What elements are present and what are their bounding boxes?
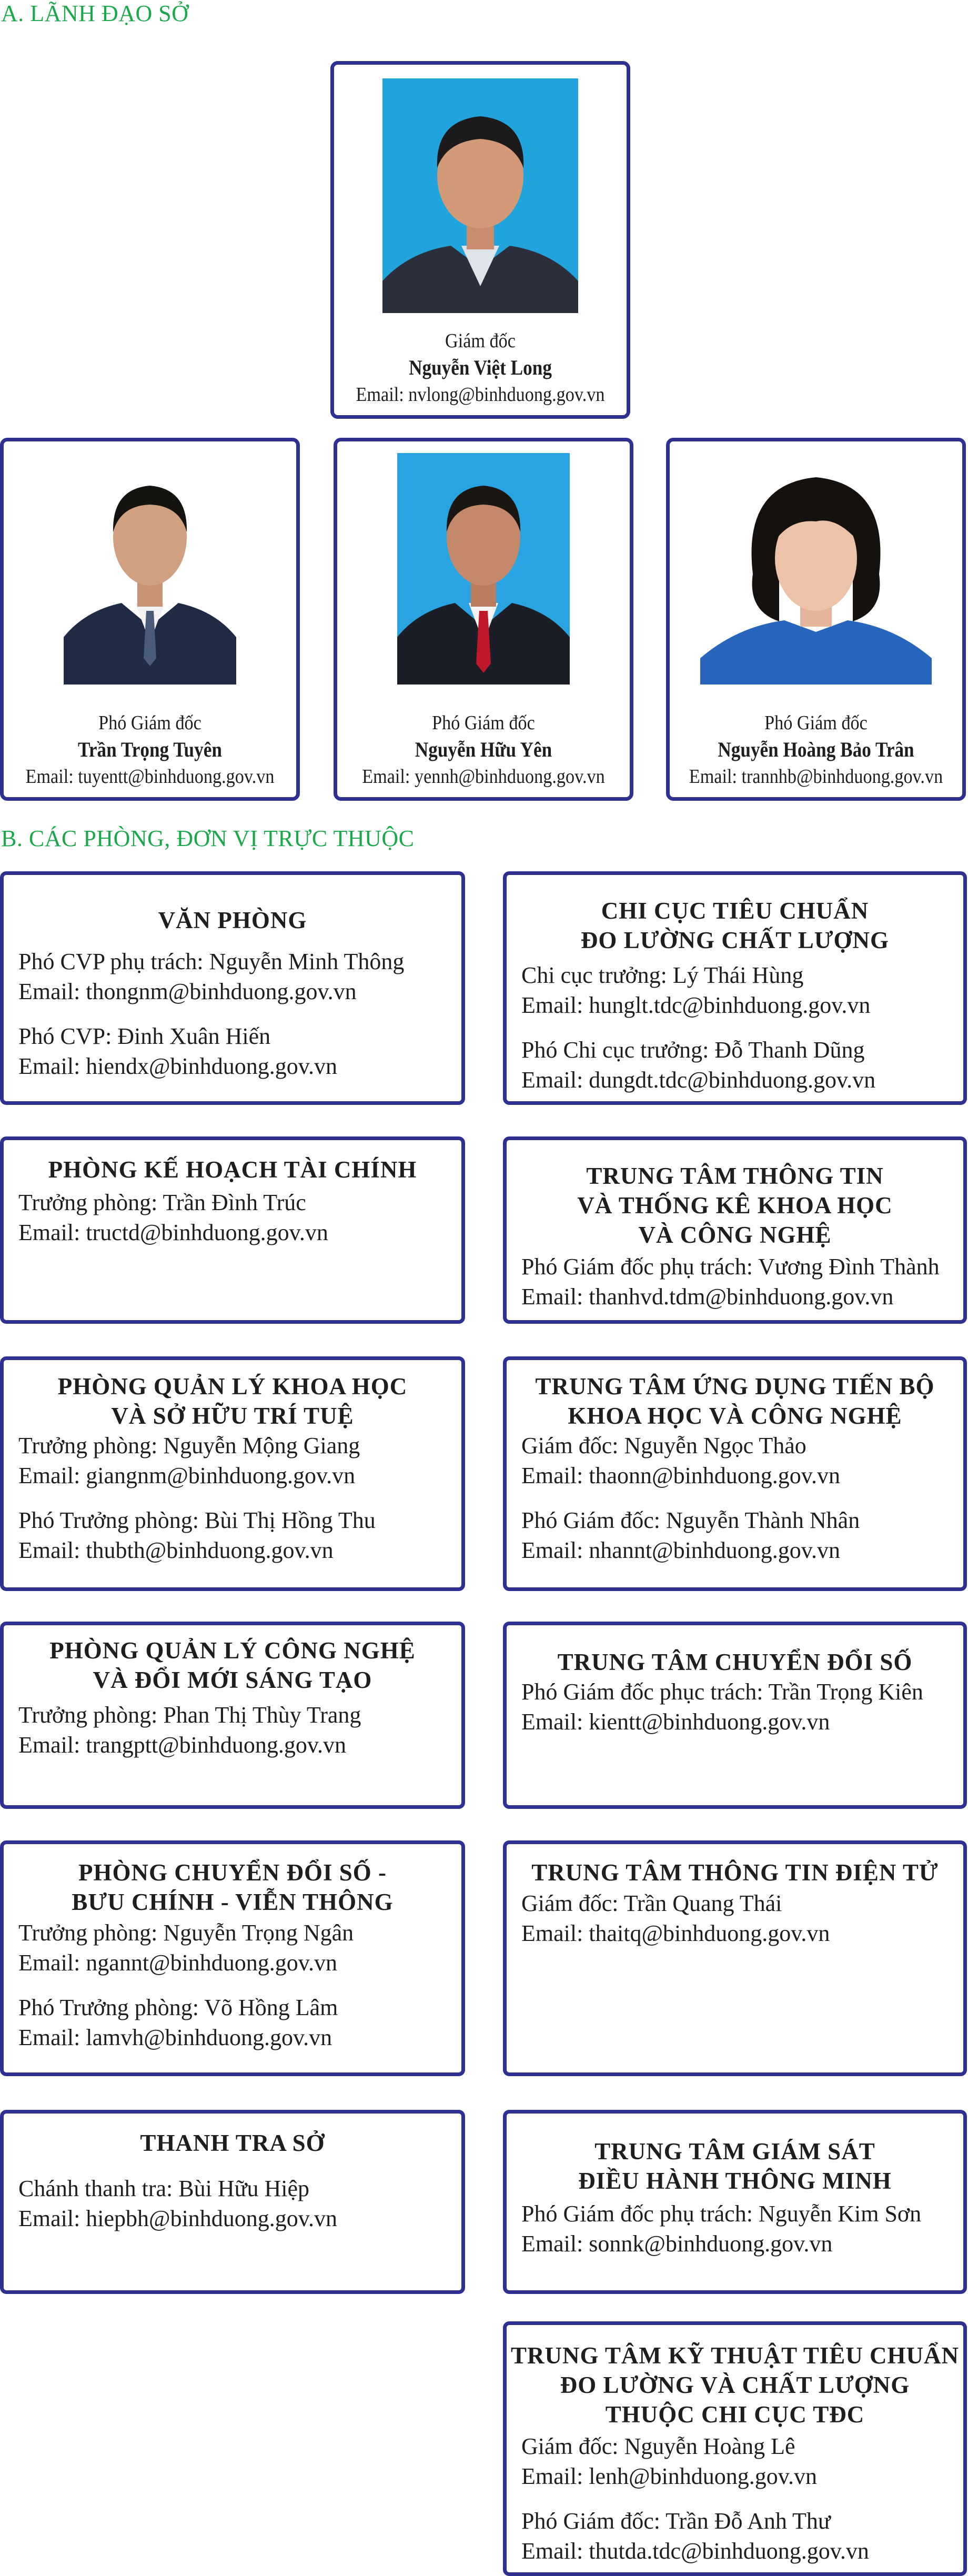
contact-role: Trưởng phòng: Phan Thị Thùy Trang [18, 1702, 361, 1728]
contact-role: Phó Trưởng phòng: Bùi Thị Hồng Thu [18, 1507, 376, 1533]
leader-card-deputy-3 [666, 438, 966, 801]
leader-name: Nguyễn Hữu Yên [415, 738, 552, 761]
unit-title: PHÒNG QUẢN LÝ KHOA HỌC VÀ SỞ HỮU TRÍ TUỆ [57, 1373, 408, 1429]
unit-title: THANH TRA SỞ [140, 2130, 325, 2156]
contact-email: Email: thutda.tdc@binhduong.gov.vn [521, 2538, 869, 2564]
contact-email: Email: hiepbh@binhduong.gov.vn [18, 2206, 337, 2231]
contact-email: Email: thaitq@binhduong.gov.vn [521, 1920, 830, 1946]
unit-title: TRUNG TÂM THÔNG TIN VÀ THỐNG KÊ KHOA HỌC VÀ CÔNG NGHỆ [577, 1163, 893, 1248]
unit-title: PHÒNG QUẢN LÝ CÔNG NGHỆ VÀ ĐỔI MỚI SÁNG TẠO [49, 1637, 416, 1693]
leader-email: Email: yennh@binhduong.gov.vn [362, 766, 605, 788]
contact-role: Phó Giám đốc: Trần Đỗ Anh Thư [521, 2508, 831, 2534]
unit-title: PHÒNG CHUYỂN ĐỔI SỐ - BƯU CHÍNH - VIỄN THÔNG [72, 1859, 394, 1915]
contact-role: Phó Giám đốc: Nguyễn Thành Nhân [521, 1507, 860, 1533]
portrait-photo [64, 453, 236, 685]
contact-role: Trưởng phòng: Nguyễn Mộng Giang [18, 1433, 360, 1458]
leader-card-director [330, 61, 630, 419]
contact-email: Email: lenh@binhduong.gov.vn [521, 2463, 817, 2489]
contact-role: Chánh thanh tra: Bùi Hữu Hiệp [18, 2176, 309, 2201]
leader-role: Phó Giám đốc [98, 712, 201, 734]
contact-email: Email: dungdt.tdc@binhduong.gov.vn [521, 1067, 876, 1093]
contact-email: Email: giangnm@binhduong.gov.vn [18, 1463, 356, 1488]
unit-card-quan-ly-cong-nghe [0, 1622, 465, 1809]
contact-role: Phó Giám đốc phục trách: Trần Trọng Kiên [521, 1679, 923, 1705]
unit-title: PHÒNG KẾ HOẠCH TÀI CHÍNH [48, 1156, 417, 1183]
leader-card-deputy-2 [334, 438, 633, 801]
leader-role: Giám đốc [445, 330, 516, 352]
unit-card-chuyen-doi-so-buu-chinh [0, 1840, 465, 2076]
unit-card-van-phong [0, 871, 465, 1105]
contact-email: Email: hunglt.tdc@binhduong.gov.vn [521, 992, 871, 1018]
contact-role: Giám đốc: Nguyễn Ngọc Thảo [521, 1433, 806, 1458]
contact-email: Email: thongnm@binhduong.gov.vn [18, 979, 357, 1004]
contact-email: Email: hiendx@binhduong.gov.vn [18, 1053, 337, 1079]
unit-card-ky-thuat-tdc [503, 2321, 967, 2576]
contact-email: Email: nhannt@binhduong.gov.vn [521, 1537, 840, 1563]
contact-email: Email: kientt@binhduong.gov.vn [521, 1709, 830, 1735]
unit-card-chi-cuc-tdc [503, 871, 967, 1105]
leader-name: Trần Trọng Tuyên [78, 738, 222, 761]
unit-card-ke-hoach-tai-chinh [0, 1136, 465, 1324]
leader-email: Email: nvlong@binhduong.gov.vn [356, 384, 605, 406]
contact-email: Email: lamvh@binhduong.gov.vn [18, 2025, 332, 2050]
unit-title: TRUNG TÂM ỨNG DỤNG TIẾN BỘ KHOA HỌC VÀ CÔNG NGHỆ [535, 1373, 935, 1429]
portrait-photo [397, 453, 570, 685]
contact-role: Giám đốc: Trần Quang Thái [521, 1890, 782, 1916]
unit-title: TRUNG TÂM KỸ THUẬT TIÊU CHUẨN ĐO LƯỜNG VÀ CHẤT LƯỢNG THUỘC CHI CỤC TĐC [510, 2342, 960, 2428]
contact-role: Phó Giám đốc phụ trách: Vương Đình Thành [521, 1254, 940, 1280]
contact-email: Email: trangptt@binhduong.gov.vn [18, 1732, 347, 1758]
contact-role: Giám đốc: Nguyễn Hoàng Lê [521, 2433, 795, 2459]
leader-role: Phó Giám đốc [432, 712, 535, 734]
portrait-photo [382, 78, 578, 313]
leader-name: Nguyễn Việt Long [409, 356, 552, 379]
contact-role: Trưởng phòng: Trần Đình Trúc [18, 1190, 306, 1215]
unit-title: TRUNG TÂM CHUYỂN ĐỔI SỐ [557, 1649, 913, 1675]
leader-card-deputy-1 [0, 438, 300, 801]
leader-role: Phó Giám đốc [764, 712, 868, 734]
contact-role: Chi cục trưởng: Lý Thái Hùng [521, 962, 804, 988]
contact-email: Email: thubth@binhduong.gov.vn [18, 1537, 334, 1563]
contact-email: Email: thanhvd.tdm@binhduong.gov.vn [521, 1284, 894, 1310]
contact-role: Phó CVP phụ trách: Nguyễn Minh Thông [18, 949, 405, 974]
unit-title: VĂN PHÒNG [158, 907, 307, 933]
unit-card-chuyen-doi-so-center [503, 1622, 967, 1809]
leader-email: Email: tuyentt@binhduong.gov.vn [25, 766, 275, 788]
contact-email: Email: sonnk@binhduong.gov.vn [521, 2231, 833, 2257]
contact-email: Email: tructd@binhduong.gov.vn [18, 1220, 328, 1245]
unit-title: TRUNG TÂM GIÁM SÁT ĐIỀU HÀNH THÔNG MINH [578, 2138, 892, 2194]
section-a-title: A. LÃNH ĐẠO SỞ [1, 1, 189, 26]
unit-card-ung-dung-tien-bo [503, 1356, 967, 1591]
unit-title: CHI CỤC TIÊU CHUẨN ĐO LƯỜNG CHẤT LƯỢNG [580, 898, 890, 953]
unit-card-thong-tin-dien-tu [503, 1840, 967, 2076]
unit-card-thanh-tra [0, 2110, 465, 2294]
unit-card-giam-sat-dieu-hanh [503, 2110, 967, 2294]
leader-email: Email: trannhb@binhduong.gov.vn [689, 766, 943, 788]
leader-name: Nguyễn Hoàng Bảo Trân [718, 738, 914, 761]
contact-role: Trưởng phòng: Nguyễn Trọng Ngân [18, 1920, 354, 1946]
contact-role: Phó Trưởng phòng: Võ Hồng Lâm [18, 1995, 338, 2020]
unit-title: TRUNG TÂM THÔNG TIN ĐIỆN TỬ [531, 1859, 939, 1886]
unit-card-thong-tin-thong-ke [503, 1136, 967, 1324]
contact-email: Email: thaonn@binhduong.gov.vn [521, 1463, 840, 1488]
contact-role: Phó Giám đốc phụ trách: Nguyễn Kim Sơn [521, 2201, 922, 2227]
contact-role: Phó CVP: Đinh Xuân Hiến [18, 1023, 271, 1049]
unit-card-quan-ly-khoa-hoc [0, 1356, 465, 1591]
contact-role: Phó Chi cục trưởng: Đỗ Thanh Dũng [521, 1037, 865, 1063]
portrait-photo [695, 453, 937, 685]
contact-email: Email: ngannt@binhduong.gov.vn [18, 1950, 337, 1976]
section-b-title: B. CÁC PHÒNG, ĐƠN VỊ TRỰC THUỘC [1, 826, 415, 851]
